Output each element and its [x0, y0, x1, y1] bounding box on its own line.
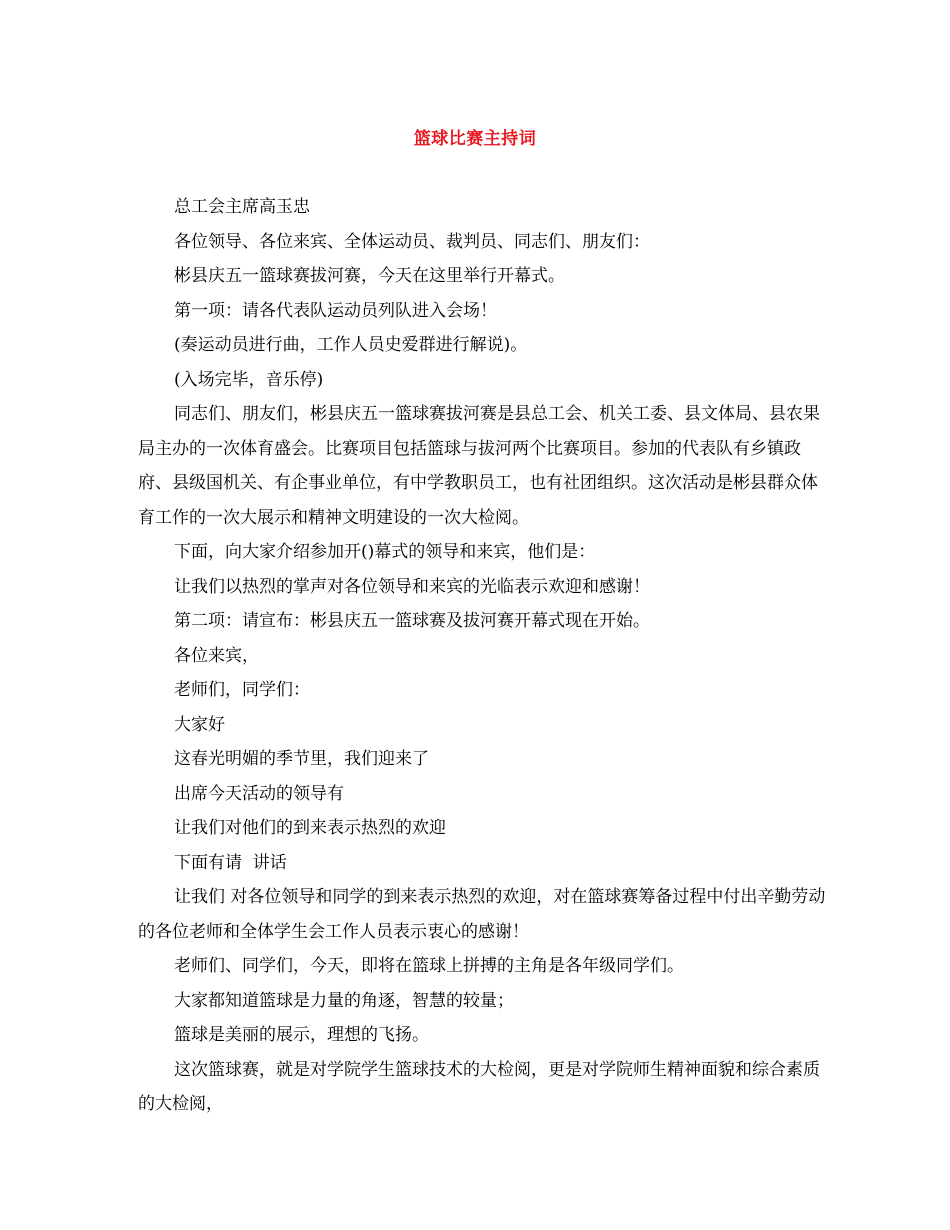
paragraph: 下面，向大家介绍参加开()幕式的领导和来宾，他们是：: [174, 542, 596, 562]
paragraph: 下面有请 讲话: [174, 852, 287, 873]
paragraph: 同志们、朋友们，彬县庆五一篮球赛拔河赛是县总工会、机关工委、县文体局、县农果局主办的一次体育盛会。比赛项目包括篮球与拔河两个比赛项目。参加的代表队有乡镇政府、县级国机关、有企事业单位，有中学教职员工，也有社团组织。这次活动是彬县群众体育工作的一次大展示和精神文明建设的一次大检阅。: [138, 404, 820, 528]
paragraph: 大家都知道篮球是力量的角逐，智慧的较量；: [174, 990, 514, 1011]
paragraph: 这春光明媚的季节里，我们迎来了: [174, 749, 429, 769]
paragraph: 彬县庆五一篮球赛拔河赛，今天在这里举行开幕式。: [174, 266, 565, 286]
document-title: 篮球比赛主持词: [413, 129, 537, 149]
paragraph: 第一项：请各代表队运动员列队进入会场！: [174, 300, 497, 321]
document-body: [138, 190, 828, 1122]
paragraph: 让我们以热烈的掌声对各位领导和来宾的光临表示欢迎和感谢！: [174, 576, 650, 597]
paragraph: 篮球是美丽的展示，理想的飞扬。: [174, 1025, 429, 1045]
paragraph: 第二项：请宣布：彬县庆五一篮球赛及拔河赛开幕式现在开始。: [174, 611, 650, 631]
paragraph: 这次篮球赛，就是对学院学生篮球技术的大检阅，更是对学院师生精神面貌和综合素质的大检阅，: [138, 1059, 820, 1114]
paragraph: 大家好: [174, 714, 225, 735]
paragraph: 总工会主席高玉忠: [174, 197, 310, 217]
paragraph: 出席今天活动的领导有: [174, 783, 344, 804]
paragraph: 让我们对他们的到来表示热烈的欢迎: [174, 818, 446, 838]
paragraph: (入场完毕，音乐停): [174, 369, 324, 390]
paragraph: 老师们，同学们：: [174, 680, 310, 700]
paragraph: 各位领导、各位来宾、全体运动员、裁判员、同志们、朋友们：: [174, 231, 650, 252]
paragraph: 各位来宾，: [174, 645, 259, 666]
paragraph: 老师们、同学们，今天，即将在篮球上拼搏的主角是各年级同学们。: [174, 956, 684, 976]
paragraph: 让我们 对各位领导和同学的到来表示热烈的欢迎，对在篮球赛筹备过程中付出辛勤劳动的各位老师和全体学生会工作人员表示衷心的感谢！: [138, 887, 826, 942]
paragraph: (奏运动员进行曲，工作人员史爱群进行解说)。: [174, 335, 528, 355]
